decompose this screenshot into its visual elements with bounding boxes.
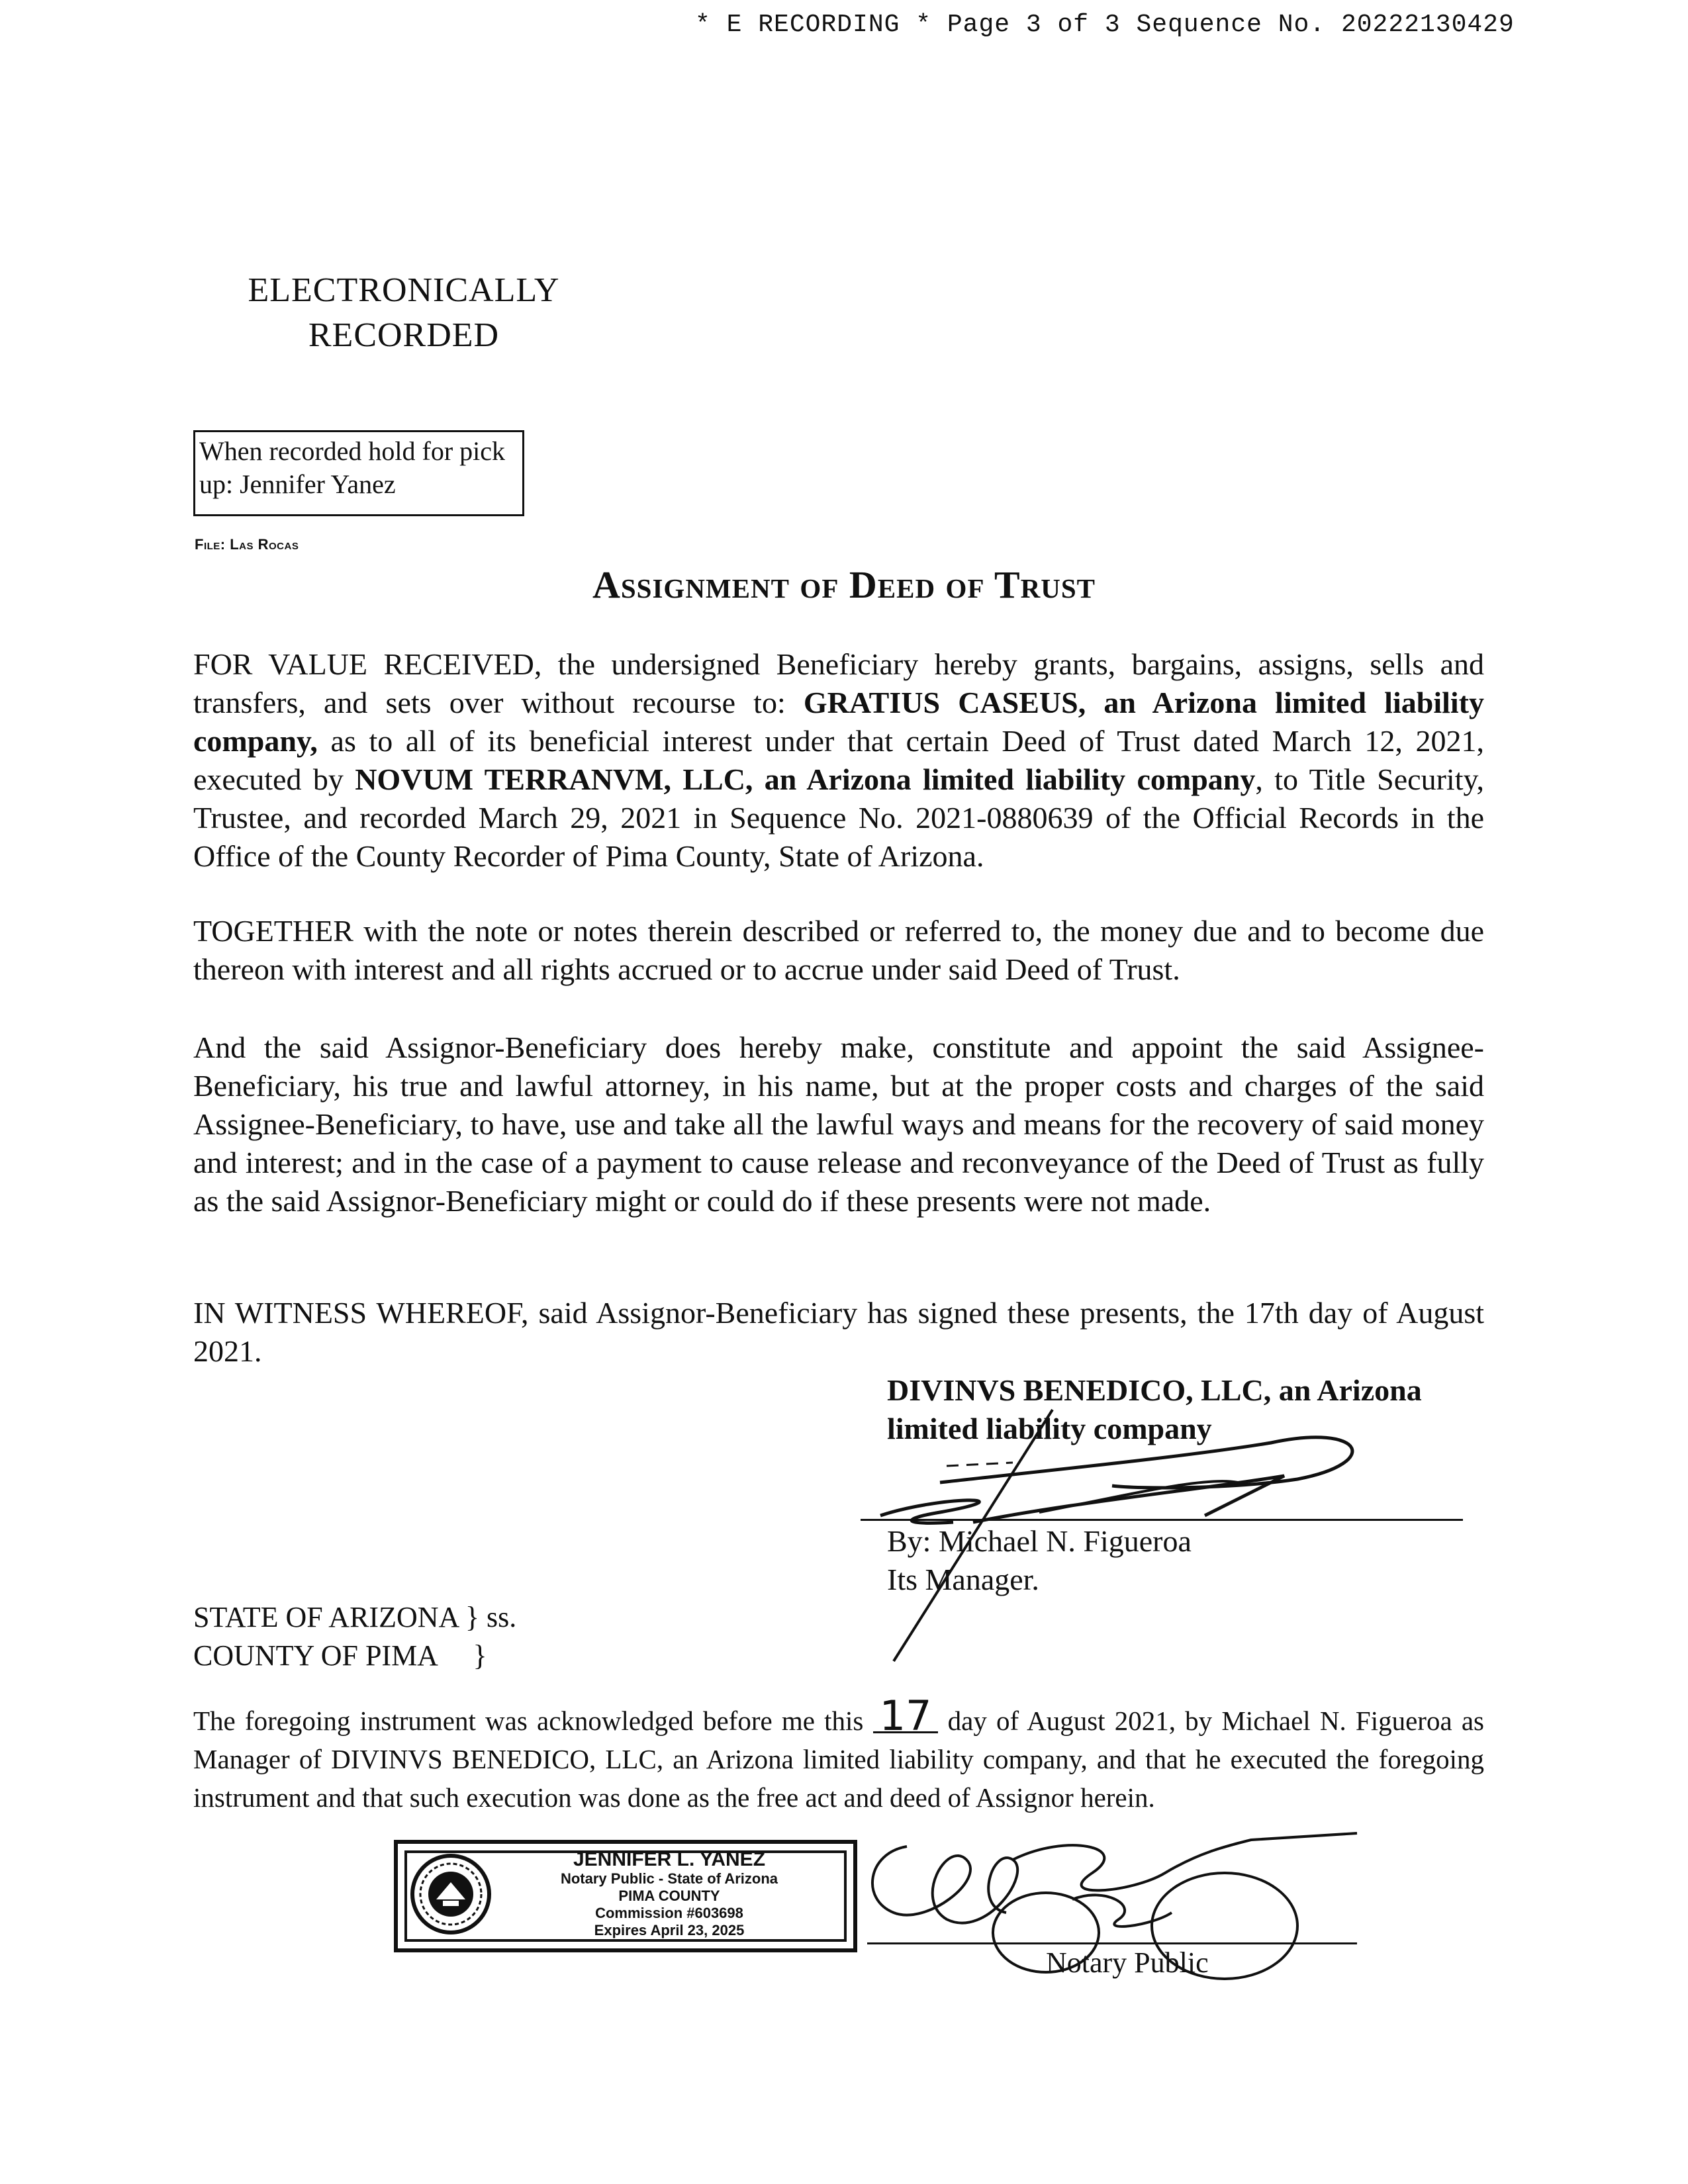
- paragraph-witness: IN WITNESS WHEREOF, said Assignor-Beneficiary has signed these presents, the 17th day of August 2021.: [193, 1296, 1484, 1368]
- paragraph-appointment: And the said Assignor-Beneficiary does hereby make, constitute and appoint the said Assignee-Beneficiary, his true and lawful attorney, in his name, but at the proper costs and charges of the said Assignee-Beneficiary, to have, use and take all the lawful ways and means for the recovery of said money and interest; and in the case of a payment to cause release and reconveyance of the Deed of Trust as fully as the said Assignor-Beneficiary might or could do if these presents were not made.: [193, 1030, 1484, 1218]
- notary-stamp-line-5: Expires April 23, 2025: [594, 1922, 745, 1938]
- document-title: Assignment of Deed of Trust: [592, 563, 1096, 606]
- notary-stamp-line-4: Commission #603698: [595, 1905, 743, 1921]
- paragraph-assignment: [193, 645, 1484, 876]
- paragraph-together: TOGETHER with the note or notes therein described or referred to, the money due and to become due thereon with interest and all rights accrued or to accrue under said Deed of Trust.: [193, 914, 1484, 986]
- pickup-line-1: When recorded hold for pick: [199, 436, 506, 466]
- signer-title: Its Manager.: [887, 1563, 1039, 1596]
- notary-stamp-text: [510, 1849, 828, 1939]
- signer-name: By: Michael N. Figueroa: [887, 1524, 1192, 1558]
- ack-text-a: The foregoing instrument was acknowledged before me this: [193, 1706, 873, 1736]
- file-label: File: Las Rocas: [195, 536, 299, 553]
- ack-text-b: day of August 2021, by Michael N. Figueroa as Manager of DIVINVS BENEDICO, LLC, an Arizona limited liability company, and that he executed the foregoing instrument and that such execution was done as the free act and deed of Assignor herein.: [193, 1706, 1484, 1813]
- notary-stamp: [394, 1840, 857, 1952]
- paragraph-1-text-b: as to all of its beneficial interest under that certain Deed of Trust dated March 12, 2021, executed by: [193, 724, 1484, 796]
- notary-acknowledgment: [193, 1692, 1484, 1817]
- paragraph-1-text-a: FOR VALUE RECEIVED, the undersigned Beneficiary hereby grants, bargains, assigns, sells and transfers, and sets over without recourse to:: [193, 647, 1484, 719]
- stamp-line-1: ELECTRONICALLY: [248, 271, 560, 309]
- pickup-line-2: up: Jennifer Yanez: [199, 469, 396, 499]
- notary-signature-line: [867, 1942, 1357, 1944]
- pickup-instructions-box: [193, 430, 524, 516]
- venue-county: COUNTY OF PIMA }: [193, 1639, 487, 1672]
- signature-line: [861, 1519, 1463, 1521]
- venue-state: STATE OF ARIZONA } ss.: [193, 1601, 517, 1633]
- stamp-line-2: RECORDED: [308, 316, 500, 354]
- notary-stamp-name: JENNIFER L. YANEZ: [573, 1848, 766, 1870]
- assignee-name: GRATIUS CASEUS, an Arizona limited liability company,: [193, 686, 1484, 758]
- paragraph-1-text-c: , to Title Security, Trustee, and recorded March 29, 2021 in Sequence No. 2021-0880639 of the Official Records in the Office of the County Recorder of Pima County, State of Arizona.: [193, 762, 1484, 873]
- venue-block: [193, 1598, 516, 1675]
- notary-stamp-line-3: PIMA COUNTY: [618, 1888, 720, 1904]
- ack-day-handwritten: 17: [873, 1701, 939, 1733]
- state-seal-icon: [410, 1853, 492, 1935]
- signer-by: [887, 1522, 1192, 1599]
- signer-entity-line-1: DIVINVS BENEDICO, LLC, an Arizona: [887, 1373, 1422, 1407]
- trustor-name: NOVUM TERRANVM, LLC, an Arizona limited liability company: [355, 762, 1256, 796]
- signer-entity-line-2: limited liability company: [887, 1412, 1212, 1445]
- notary-stamp-line-2: Notary Public - State of Arizona: [560, 1870, 778, 1887]
- recording-header: * E RECORDING * Page 3 of 3 Sequence No. 20222130429: [695, 11, 1515, 39]
- electronically-recorded-stamp: [225, 268, 583, 358]
- notary-public-label: Notary Public: [1046, 1946, 1209, 1979]
